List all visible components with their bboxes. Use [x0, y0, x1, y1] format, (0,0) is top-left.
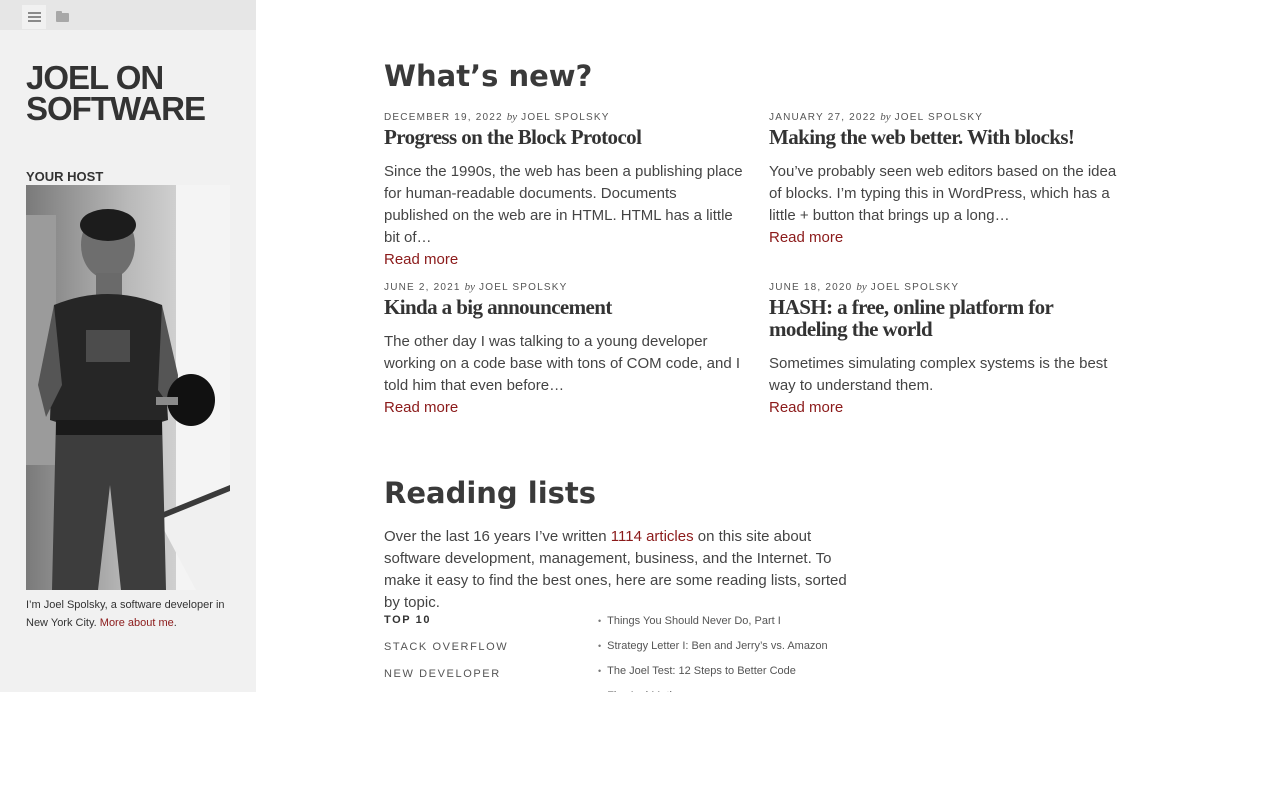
post-by: by: [880, 111, 891, 123]
folder-icon: [56, 11, 69, 22]
post-meta: [769, 280, 1129, 295]
reading-list-tabs: [384, 614, 508, 695]
post-date[interactable]: JUNE 2, 2021: [384, 282, 461, 293]
post-date[interactable]: JANUARY 27, 2022: [769, 112, 877, 123]
folder-button[interactable]: [50, 5, 74, 29]
post-card: [769, 110, 1129, 249]
post-meta: [384, 280, 744, 295]
reading-lists-intro: [384, 526, 854, 614]
post-by: by: [464, 281, 476, 293]
sidebar: [0, 0, 256, 692]
post-title[interactable]: Progress on the Block Protocol: [384, 125, 642, 149]
post-author[interactable]: JOEL SPOLSKY: [521, 112, 610, 123]
list-item[interactable]: • The Joel Test: 12 Steps to Better Code: [598, 659, 828, 684]
read-more-link[interactable]: Read more: [769, 399, 844, 416]
site-title[interactable]: JOEL ON SOFTWARE: [26, 59, 205, 127]
read-more-link[interactable]: Read more: [384, 251, 459, 268]
post-excerpt: Sometimes simulating complex systems is the best way to understand them.: [769, 355, 1108, 394]
post-excerpt: The other day I was talking to a young developer working on a code base with tons of COM code, and I told him that even before…: [384, 333, 741, 394]
host-heading: YOUR HOST: [26, 169, 104, 184]
intro-text-end: on this site about software development, management, business, and the Internet. To make it easy to find the best ones, here are some reading lists, sorted by topic.: [384, 528, 847, 611]
post-date[interactable]: DECEMBER 19, 2022: [384, 112, 503, 123]
post-title[interactable]: HASH: a free, online platform for modeling the world: [769, 295, 1053, 341]
list-item[interactable]: • Things You Should Never Do, Part I: [598, 609, 828, 634]
post-card: [384, 280, 744, 419]
viewport-clip: [598, 692, 898, 800]
post-date[interactable]: JUNE 18, 2020: [769, 282, 853, 293]
post-by: by: [856, 281, 867, 293]
hamburger-menu-icon: [28, 12, 41, 24]
host-photo: [26, 185, 230, 590]
host-bio-text: I’m Joel Spolsky, a software developer in New York City.: [26, 599, 225, 629]
post-author[interactable]: JOEL SPOLSKY: [894, 112, 984, 123]
post-excerpt: Since the 1990s, the web has been a publishing place for human-readable documents. Documents published on the web are in HTML. HTML has a little bit of…: [384, 163, 743, 246]
whats-new-heading: What’s new?: [384, 59, 593, 93]
post-meta: [769, 110, 1129, 125]
host-bio: [26, 596, 236, 632]
tab-new-developer[interactable]: NEW DEVELOPER: [384, 668, 501, 680]
sidebar-toolbar: [0, 0, 256, 30]
list-item[interactable]: • Strategy Letter I: Ben and Jerry’s vs. Amazon: [598, 634, 828, 659]
post-card: [384, 110, 744, 271]
articles-link[interactable]: 1114 articles: [610, 528, 694, 545]
post-title[interactable]: Kinda a big announcement: [384, 295, 612, 319]
more-about-me-link[interactable]: More about me: [99, 617, 174, 629]
post-author[interactable]: JOEL SPOLSKY: [870, 282, 960, 293]
read-more-link[interactable]: Read more: [769, 229, 844, 246]
intro-text: Over the last 16 years I’ve written: [384, 528, 611, 545]
post-card: [769, 280, 1129, 419]
tab-stack-overflow[interactable]: STACK OVERFLOW: [384, 641, 509, 653]
host-photo-illustration: [26, 185, 230, 590]
post-by: by: [506, 111, 518, 123]
reading-lists-heading: Reading lists: [384, 476, 597, 510]
post-meta: [384, 110, 744, 125]
tab-top-10[interactable]: TOP 10: [384, 614, 432, 626]
host-bio-end: .: [173, 617, 177, 629]
post-excerpt: You’ve probably seen web editors based on the idea of blocks. I’m typing this in WordPress, which has a little + button that brings up a long…: [769, 163, 1117, 224]
post-author[interactable]: JOEL SPOLSKY: [479, 282, 568, 293]
read-more-link[interactable]: Read more: [384, 399, 459, 416]
post-title[interactable]: Making the web better. With blocks!: [769, 125, 1075, 149]
menu-button[interactable]: [22, 5, 46, 29]
